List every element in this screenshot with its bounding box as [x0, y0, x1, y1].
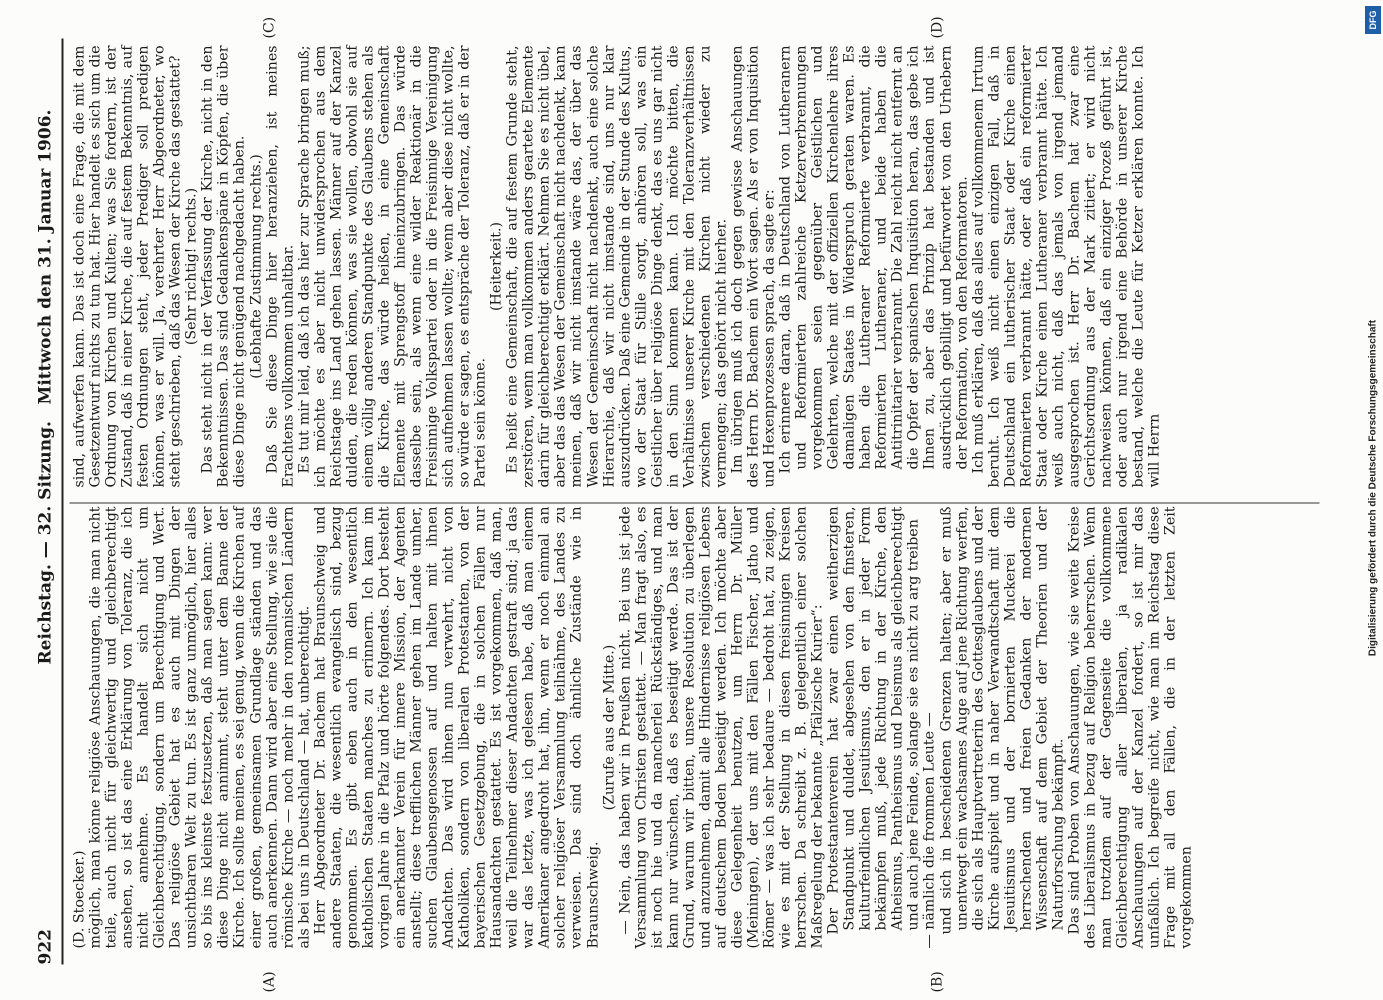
paragraph: Es heißt eine Gemeinschaft, die auf festem Grunde steht, zerstören, wenn man vollkommen anders geartete Elemente darin für gleichberechtigt erklärt. Nehmen Sie es nicht übel, aber das das Wesen der Gemeinschaft nicht nachdenkt, kann meinen, daß wir nicht imstande wäre das, der über das Wesen der Gemeinschaft nicht nachdenkt, auch eine solche Hierarchie, daß wir nicht imstande sind, uns nur klar auszudrücken. Daß eine Gemeinde in der Stunde des Kultus, wo der Staat für Stille sorgt, anhören soll, was ein Geistlicher über religiöse Dinge denkt, das es uns gar nicht in den Sinn kommen kann. Ich möchte bitten, die Verhältnisse unserer Kirche mit den Toleranzverhältnissen zwischen verschiedenen Kirchen nicht wieder zu vermengen; das gehört nicht hierher. [504, 45, 730, 488]
dfg-logo: DFG [1365, 6, 1381, 34]
digitization-credit [1365, 8, 1381, 968]
newspaper-page [0, 1, 1383, 1000]
quotation: und sich in bescheidenen Grenzen halten; aber er muß unentwegt ein wachsames Auge auf jene Richtung werfen, die sich als Hauptvertreterin des Gottesglaubens und der Kirche aufspielt und in naher Verwandtschaft mit dem Jesuitismus und der bornierten Muckerei die herrschenden und freien Gedanken der modernen Wissenschaft auf dem Gebiet der Theorien und der Naturforschung bekämpft. [938, 506, 1067, 935]
paragraph: Ich muß erklären, daß das alles auf vollkommenem Irrtum beruht. Ich weiß nicht einen einzigen Fall, daß in Deutschland ein lutherischer Staat oder Kirche einen Reformierten verbrannt hätte, oder daß ein reformierter Staat oder Kirche einen Lutheraner verbrannt hätte. Ich weiß auch nicht, daß das jemals von irgend jemand ausgesprochen ist. Herr Dr. Bachem hat zwar eine Gerichtsordnung aus der Mark zitiert; er wird nicht nachweisen können, daß ein einziger Prozeß geführt ist, oder auch nur irgend eine Behörde in unserer Kirche bestand, welche die Leute für Ketzer erklären konnte. Ich will Herrn [970, 45, 1163, 488]
paragraph: Herr Abgeordneter Dr. Bachem hat Braunschweig und andere Staaten, die wesentlich evangelisch sind, bezug genommen. Es gibt eben auch in den wesentlich katholischen Staaten manches zu erinnern. Ich kam im vorigen Jahre in die Pfalz und hörte folgendes. Dort besteht ein anerkannter Verein für innere Mission, der Agenten anstellt; diese trefflichen Männer gehen im Lande umher, suchen Glaubensgenossen auf und halten mit ihnen Andachten. Das wird ihnen nun verwehrt, nicht von Katholiken, sondern von liberalen Protestanten, von der bayerischen Gesetzgebung, die in solchen Fällen nur Hausandachten gestattet. Es ist vorgekommen, daß man, weil die Teilnehmer dieser Andachten gestraft sind; ja das war das letzte, was ich gelesen habe, daß man einem Amerikaner angedroht hat, ihn, wenn er noch einmal an solcher religiöser Versammlung teilnähme, des Landes zu verweisen. Das sind doch ähnliche Zustände wie in Braunschweig. [312, 506, 601, 949]
margin-mark-d: (D) [929, 16, 946, 39]
margin-mark-b: (B) [929, 971, 946, 993]
paragraph: Das steht nicht in der Verfassung der Kirche, nicht in den Bekenntnissen. Das sind Gedankenspäne in Köpfen, die über diese Dinge nicht genügend nachgedacht haben. [199, 45, 248, 488]
paragraph: Daß Sie diese Dinge hier heranziehen, ist meines Erachtens vollkommen unhaltbar. [264, 45, 297, 488]
left-column [72, 507, 1195, 949]
page-number: 922 [35, 929, 56, 965]
paragraph: Es tut mir leid, daß ich das hier zur Sprache bringen muß; ich möchte es aber nicht unwidersprochen aus dem Reichstage ins Land gehen lassen. Männer auf der Kanzel dulden, die reden können, was sie wollen, obwohl sie auf einem völlig anderen Standpunkte des Glaubens stehen als die Kirche, das würde heißen, in eine Gemeinschaft Elemente mit Sprengstoff hineinzubringen. Das würde dasselbe sein, als wenn eine wilder Reaktionär in die Freisinnige Volkspartei oder in die Freisinnige Vereinigung sich aufnehmen lassen wollte; wenn aber diese nicht wollte, so würde er sagen, es entspräche der Toleranz, daß er in der Partei sein könne. [296, 45, 489, 488]
page-header [32, 45, 62, 965]
quotation-aside: — nämlich die frommen Leute — [921, 712, 938, 949]
paragraph: Im übrigen muß ich doch gegen gewisse Anschauungen des Herrn Dr. Bachem ein Wort sagen. Als er von Inquisition und Hexenprozessen sprach, da sagte er: [729, 45, 778, 488]
margin-mark-c: (C) [261, 16, 278, 39]
quotation: Ich erinnere daran, daß in Deutschland von Lutheranern und Reformierten zahlreiche Ketzerverbrennungen vorgekommen seien gegenüber Geistlichen und Gelehrten, welche mit der offiziellen Kirchenlehre ihres damaligen Staates in Widerspruch geraten waren. Es haben die Lutheraner Reformierte verbrannt, die Reformierten Lutheraner, und beide haben die Antitrinitarier verbrannt. Die Zahl reicht nicht entfernt an die Opfer der spanischen Inquisition heran, das gebe ich Ihnen zu, aber das Prinzip hat bestanden und ist ausdrücklich gebilligt und befürwortet von den Urhebern der Reformation, von den Reformatoren. [777, 45, 971, 474]
interjection: (Zurufe aus der Mitte.) [601, 644, 618, 811]
paragraph: möglich, man könne religiöse Anschauungen, die man nicht teile, auch nicht für gleichwertig und gleichberechtigt ansehen, so ist das eine Erklärung von Toleranz, die ich nicht annehme. Es handelt sich nicht um Gleichberechtigung, sondern um Berechtigung und Wert. Das religiöse Gebiet hat es auch mit Dingen der unsichtbaren Welt zu tun. Es ist ganz unmöglich, hier alles so bis ins kleinste festzusetzen, daß man sagen kann: wer diese Dinge nicht annimmt, steht unter dem Banne der Kirche. Ich sollte meinen, es sei genug, wenn die Kirchen auf einer großen, gemeinsamen Grundlage ständen und das auch anerkennen. Dann wird aber eine Stellung, wie sie die römische Kirche — noch mehr in den romanischen Ländern als bei uns in Deutschland — hat, unberechtigt. [87, 506, 313, 949]
column-separator [70, 503, 1320, 504]
right-column [72, 46, 1163, 488]
paragraph: — Nein, das haben wir in Preußen nicht. Bei uns ist jede Versammlung von Christen gestattet. — Man fragt also, es ist noch hie und da mancherlei Rückständiges, und man kann nur wünschen, daß es beseitigt werde. Das ist der Grund, warum wir bitten, unsere Resolution zu überlegen und anzunehmen, damit alle Hindernisse religiösen Lebens auf deutschem Boden beseitigt werden. Ich möchte aber diese Gelegenheit benutzen, um Herrn Dr. Müller (Meiningen), der uns mit den Fällen Fischer, Jatho und Römer — was ich sehr bedaure — bedroht hat, zu zeigen, wie es mit der Stellung in diesen freisinnigen Kreisen herrschen. Da schreibt z. B. gelegentlich einer solchen Maßregelung der bekannte „Pfälzische Kurier“: [617, 506, 826, 949]
session-title: Reichstag. — 32. Sitzung. [35, 421, 56, 665]
header-rule [62, 39, 64, 965]
interjection: (Heiterkeit.) [488, 222, 505, 311]
credit-text: Digitalisierung gefördert durch die Deutsche Forschungsgemeinschaft [1367, 319, 1379, 657]
quotation: Der Protestantenverein hat zwar einen weitherzigen Standpunkt und duldet, abgesehen von den finsteren, kulturfeindlichen Jesuitismus, den er in jeder Form bekämpfen muß, jede Richtung in der Kirche, den Atheismus, Pantheismus und Deismus als gleichberechtigt und auch jene Feinde, solange sie es nicht zu arg treiben [825, 506, 922, 935]
interjection: (Sehr richtig! rechts.) [183, 187, 200, 346]
speaker-label: (D. Stoecker.) [71, 850, 88, 949]
session-date: Mittwoch den 31. Januar 1906. [35, 109, 56, 405]
paragraph: sind, aufwerfen kann. Das ist doch eine Frage, die mit dem Gesetzentwurf nichts zu tun hat. Hier handelt es sich um die Ordnung von Kirchen und Kulten; was Sie fordern, ist der Zustand, daß in einer Kirche, die auf festem Bekenntnis, auf festen Ordnungen steht, jeder Prediger soll predigen können, was er will. Ja, verehrter Herr Abgeordneter, wo steht geschrieben, daß das Wesen der Kirche das gestattet? [71, 45, 184, 488]
interjection: (Lebhafte Zustimmung rechts.) [248, 154, 265, 379]
margin-mark-a: (A) [261, 971, 278, 993]
paragraph: Das sind Proben von Anschauungen, wie sie weite Kreise des Liberalismus in bezug auf Religion beherrschen. Wenn man trotzdem auf der Gegenseite die vollkommene Gleichberechtigung aller liberalen, ja radikalen Anschauungen auf der Kanzel fordert, so ist mir das unfaßlich. Ich begreife nicht, wie man im Reichstag diese Frage mit all den Fällen, die in der letzten Zeit vorgekommen [1066, 506, 1195, 949]
